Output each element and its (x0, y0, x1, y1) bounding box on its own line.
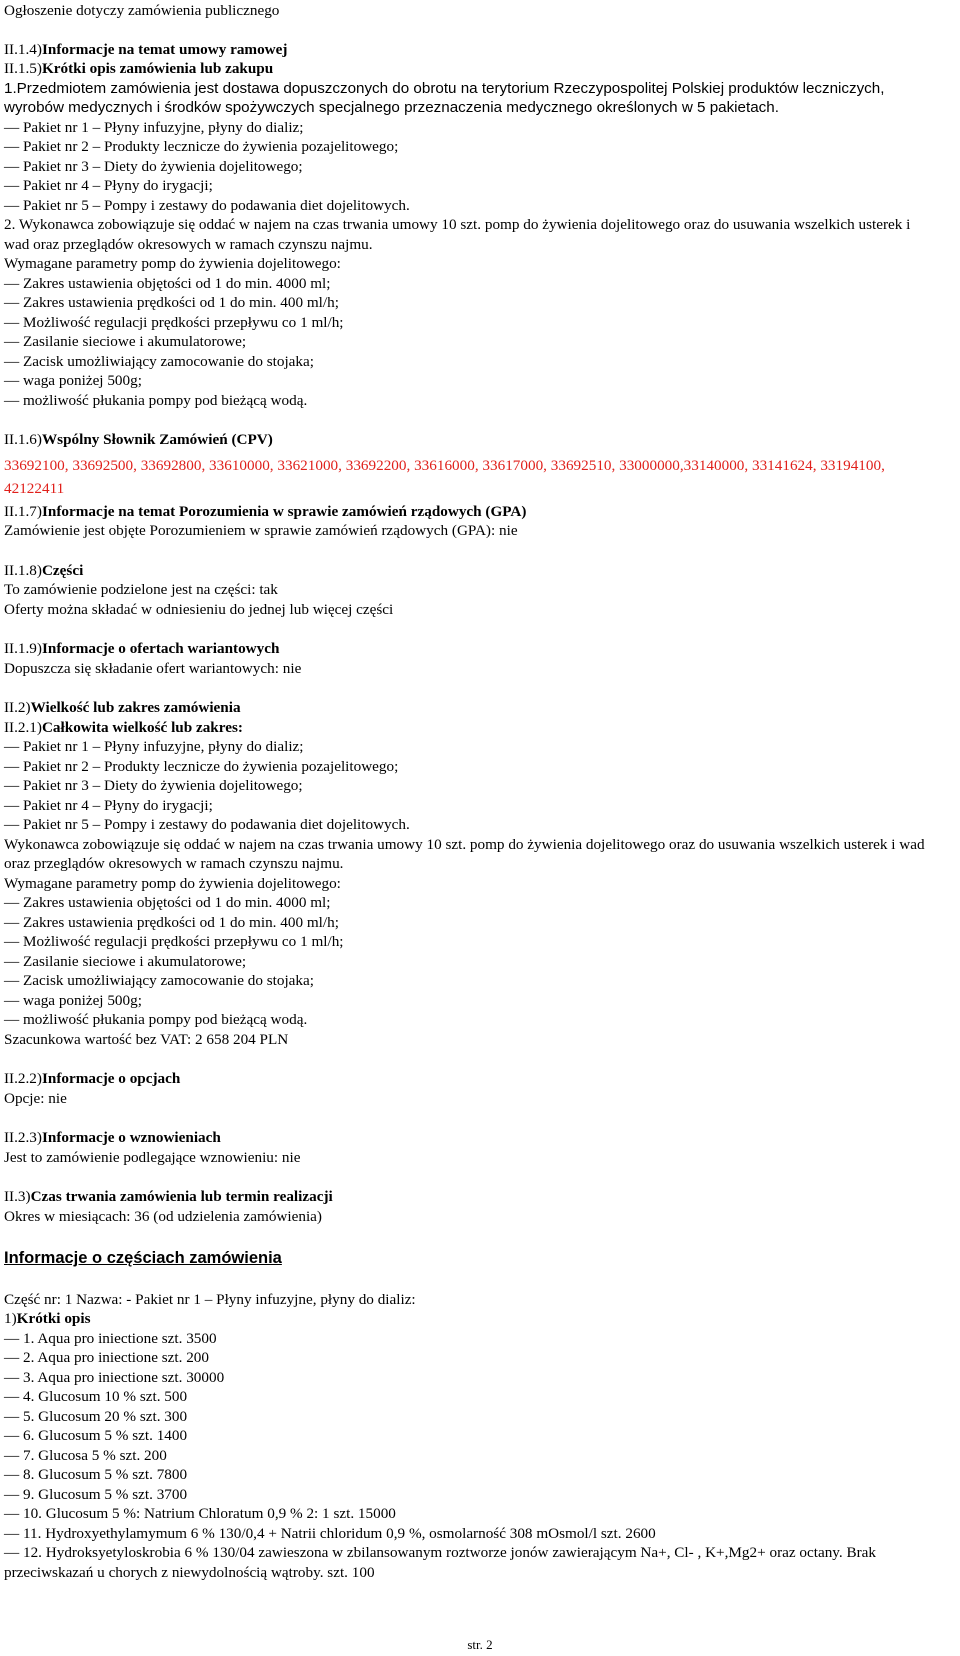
section-title: Krótki opis (16, 1310, 91, 1327)
options-text: Opcje: nie (4, 1089, 67, 1107)
param-item: — Zasilanie sieciowe i akumulatorowe; (4, 952, 247, 970)
section-title: Wielkość lub zakres zamówienia (30, 699, 241, 716)
section-II-1-5 (4, 59, 939, 79)
section-title: Informacje o wznowieniach (41, 1129, 221, 1146)
parts-offers-text: Oferty można składać w odniesieniu do jednej lub więcej części (4, 600, 394, 618)
document-page (4, 1, 939, 1582)
section-number: II.2.2) (4, 1070, 42, 1087)
section-number: II.1.8) (4, 561, 42, 579)
gpa-text: Zamówienie jest objęte Porozumieniem w sprawie zamówień rządowych (GPA): nie (4, 522, 518, 539)
list-item: — 8. Glucosum 5 % szt. 7800 (4, 1466, 188, 1483)
param-item: — Zacisk umożliwiający zamocowanie do stojaka; (4, 352, 314, 370)
params-list-a (4, 274, 939, 411)
section-number: 1) (4, 1310, 17, 1327)
param-item: — Zacisk umożliwiający zamocowanie do stojaka; (4, 972, 314, 989)
list-item: — 2. Aqua pro iniectione szt. 200 (4, 1349, 209, 1366)
package-item: — Pakiet nr 1 – Płyny infuzyjne, płyny do dializ; (4, 738, 304, 755)
section-title: Informacje na temat umowy ramowej (41, 40, 288, 58)
list-item: — 12. Hydroksyetyloskrobia 6 % 130/04 zawieszona w zbilansowanym roztworze jonów zawierającym Na+, Cl- , K+,Mg2+ oraz octany. Brak przeciwskazań u chorych z niewydolnością wątroby. szt. 100 (4, 1544, 877, 1581)
section-II-2-1 (4, 718, 939, 738)
param-item: — Możliwość regulacji prędkości przepływu co 1 ml/h; (4, 313, 344, 331)
params-list-b (4, 893, 939, 1030)
param-item: — Zakres ustawienia objętości od 1 do min. 4000 ml; (4, 894, 331, 911)
contractor-paragraph-b: Wykonawca zobowiązuje się oddać w najem na czas trwania umowy 10 szt. pomp do żywienia dojelitowego oraz do usuwania wszelkich usterek i wad oraz przeglądów okresowych w ramach czynszu najmu. (4, 835, 925, 872)
page-number: str. 2 (467, 1637, 493, 1652)
section-number: II.2) (4, 699, 31, 716)
section-number: II.1.4) (4, 40, 42, 58)
section-title: Krótki opis zamówienia lub zakupu (41, 60, 274, 77)
param-item: — Możliwość regulacji prędkości przepływu co 1 ml/h; (4, 933, 344, 950)
package-list-a (4, 118, 939, 216)
package-item: — Pakiet nr 5 – Pompy i zestawy do podawania diet dojelitowych. (4, 816, 410, 833)
param-item: — waga poniżej 500g; (4, 991, 142, 1009)
package-item: — Pakiet nr 1 – Płyny infuzyjne, płyny do dializ; (4, 118, 304, 136)
package-item: — Pakiet nr 3 – Diety do żywienia dojelitowego; (4, 157, 303, 175)
section-title: Informacje o opcjach (41, 1070, 181, 1087)
document-header: Ogłoszenie dotyczy zamówienia publicznego (4, 2, 280, 19)
package-item: — Pakiet nr 4 – Płyny do irygacji; (4, 796, 213, 814)
params-header-b: Wymagane parametry pomp do żywienia dojelitowego: (4, 874, 341, 892)
package-item: — Pakiet nr 3 – Diety do żywienia dojelitowego; (4, 777, 303, 794)
section-II-1-9 (4, 639, 939, 659)
section-II-3 (4, 1187, 939, 1207)
package-list-b (4, 737, 939, 835)
package-item: — Pakiet nr 2 – Produkty lecznicze do żywienia pozajelitowego; (4, 138, 399, 155)
section-II-2-2 (4, 1069, 939, 1089)
duration-text: Okres w miesiącach: 36 (od udzielenia zamówienia) (4, 1207, 322, 1225)
list-item: — 3. Aqua pro iniectione szt. 30000 (4, 1368, 225, 1386)
section-number: II.3) (4, 1188, 31, 1205)
package-item: — Pakiet nr 5 – Pompy i zestawy do podawania diet dojelitowych. (4, 196, 410, 214)
section-number: II.1.6) (4, 431, 42, 448)
list-item: — 11. Hydroxyethylamymum 6 % 130/0,4 + Natrii chloridum 0,9 %, osmolarność 308 mOsmol/l szt. 2600 (4, 1524, 656, 1542)
section-II-1-7 (4, 502, 939, 522)
param-item: — możliwość płukania pompy pod bieżącą wodą. (4, 391, 308, 409)
section-title: Informacje na temat Porozumienia w sprawie zamówień rządowych (GPA) (41, 502, 527, 520)
section-number: II.2.3) (4, 1129, 42, 1146)
part1-title: Część nr: 1 Nazwa: - Pakiet nr 1 – Płyny infuzyjne, płyny do dializ: (4, 1290, 416, 1308)
contractor-paragraph-a: 2. Wykonawca zobowiązuje się oddać w najem na czas trwania umowy 10 szt. pomp do żywienia dojelitowego oraz do usuwania wszelkich usterek i wad oraz przeglądów okresowych w ramach czynszu najmu. (4, 216, 911, 253)
list-item: — 1. Aqua pro iniectione szt. 3500 (4, 1329, 217, 1347)
renewal-text: Jest to zamówienie podlegające wznowieniu: nie (4, 1148, 301, 1166)
list-item: — 5. Glucosum 20 % szt. 300 (4, 1407, 188, 1425)
section-title: Czas trwania zamówienia lub termin realizacji (30, 1188, 333, 1205)
estimated-value: Szacunkowa wartość bez VAT: 2 658 204 PLN (4, 1030, 289, 1048)
param-item: — możliwość płukania pompy pod bieżącą wodą. (4, 1011, 308, 1028)
section-title: Wspólny Słownik Zamówień (CPV) (41, 431, 273, 448)
section-number: II.1.5) (4, 60, 42, 77)
parts-header: Informacje o częściach zamówienia (4, 1249, 282, 1267)
variants-text: Dopuszcza się składanie ofert wariantowych: nie (4, 659, 302, 677)
part1-item-list (4, 1329, 939, 1583)
list-item: — 7. Glucosa 5 % szt. 200 (4, 1446, 167, 1464)
package-item: — Pakiet nr 2 – Produkty lecznicze do żywienia pozajelitowego; (4, 757, 399, 775)
section-II-1-6 (4, 430, 939, 450)
param-item: — Zakres ustawienia prędkości od 1 do min. 400 ml/h; (4, 913, 339, 931)
section-II-1-8 (4, 561, 939, 581)
section-number: II.1.7) (4, 502, 42, 520)
param-item: — Zakres ustawienia prędkości od 1 do min. 400 ml/h; (4, 294, 339, 311)
section-title: Całkowita wielkość lub zakres: (41, 718, 243, 736)
section-II-2-3 (4, 1128, 939, 1148)
param-item: — waga poniżej 500g; (4, 372, 142, 389)
section-number: II.2.1) (4, 718, 42, 736)
section-title: Informacje o ofertach wariantowych (41, 640, 280, 657)
param-item: — Zasilanie sieciowe i akumulatorowe; (4, 333, 247, 350)
params-header-a: Wymagane parametry pomp do żywienia dojelitowego: (4, 255, 341, 272)
section-number: II.1.9) (4, 640, 42, 657)
list-item: — 10. Glucosum 5 %: Natrium Chloratum 0,9 % 2: 1 szt. 15000 (4, 1505, 396, 1522)
package-item: — Pakiet nr 4 – Płyny do irygacji; (4, 177, 213, 194)
list-item: — 6. Glucosum 5 % szt. 1400 (4, 1427, 188, 1444)
list-item: — 9. Glucosum 5 % szt. 3700 (4, 1485, 188, 1503)
param-item: — Zakres ustawienia objętości od 1 do min. 4000 ml; (4, 274, 331, 292)
section-II-1-4 (4, 40, 939, 60)
section-II-2 (4, 698, 939, 718)
description-intro: 1.Przedmiotem zamówienia jest dostawa dopuszczonych do obrotu na terytorium Rzeczypospolitej Polskiej produktów leczniczych, wyrobów medycznych i środków spożywczych specjalnego przeznaczenia medycznego określonych w 5 pakietach. (4, 79, 885, 116)
list-item: — 4. Glucosum 10 % szt. 500 (4, 1388, 188, 1405)
part1-short-description (4, 1309, 939, 1329)
cpv-codes: 33692100, 33692500, 33692800, 33610000, 33621000, 33692200, 33616000, 33617000, 33692510, 33000000,33140000, 33141624, 33194100, 42122411 (4, 456, 885, 497)
section-title: Części (41, 561, 84, 579)
parts-text: To zamówienie podzielone jest na części: tak (4, 581, 278, 598)
